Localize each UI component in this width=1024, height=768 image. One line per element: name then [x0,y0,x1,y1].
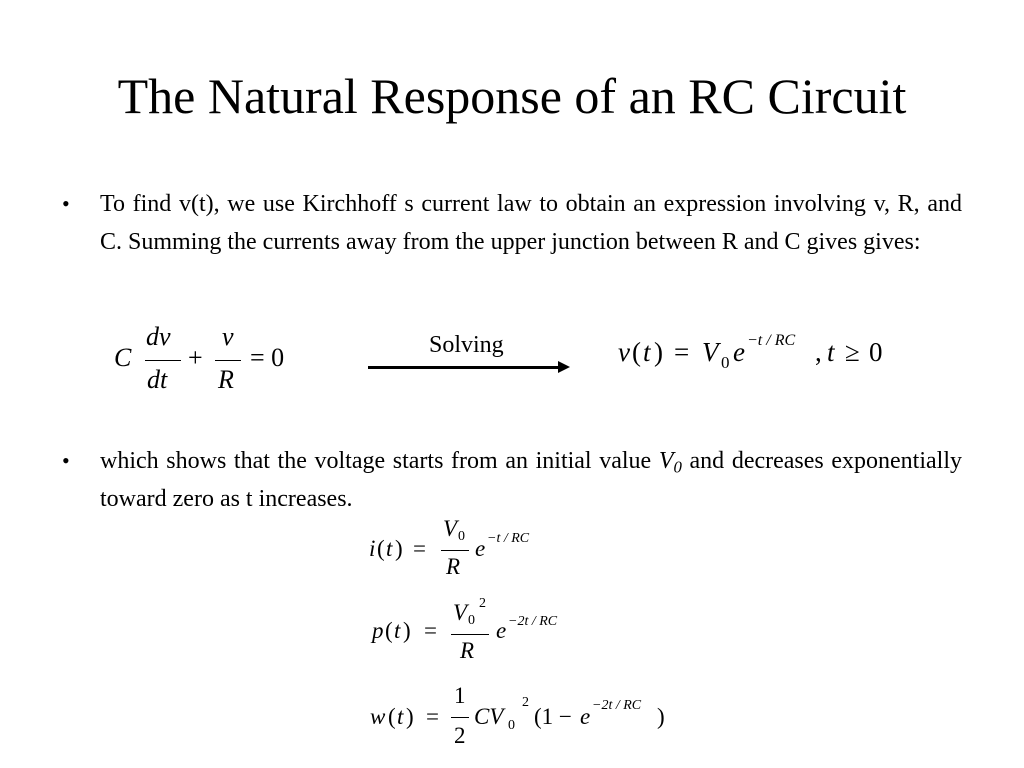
vt-V-sub: 0 [721,353,730,372]
vt-exponent: −t / RC [747,332,796,349]
vt-rparen: ) [654,337,663,367]
wt-rparen: ) [406,704,414,729]
pt-t: t [394,618,401,643]
it-lparen: ( [377,536,385,561]
wt-sub0: 0 [508,718,515,733]
it-exponent: −t / RC [487,531,530,546]
bullet-2-var-sub: 0 [673,457,682,477]
it-den: R [446,554,461,579]
slide-title: The Natural Response of an RC Circuit [117,68,907,124]
wt-paren-close: ) [657,704,665,729]
bullet-2-text-before: which shows that the voltage starts from an initial value [100,448,659,474]
kcl-v: v [222,322,234,351]
vt-ge: ≥ [845,337,860,367]
vt-comma: , [815,337,822,367]
vt-equation [618,332,908,385]
wt-lhs: w [370,704,386,729]
it-equals: = [413,536,426,561]
bullet-2-text-after: and decreases exponentially toward zero as t increases. [100,448,963,512]
kcl-c: C [114,343,132,372]
wt-lparen: ( [388,704,396,729]
solving-arrow-shaft [368,366,558,369]
pt-num-sup: 2 [479,596,486,611]
pt-exponent: −2t / RC [508,614,558,629]
solving-label: Solving [429,332,504,358]
bullet-2-text [100,442,962,518]
pt-lparen: ( [385,618,393,643]
kcl-fraction-bar-2 [215,360,241,361]
pt-num-sub: 0 [468,613,475,628]
vt-equals: = [674,337,690,367]
pt-rparen: ) [403,618,411,643]
kcl-dt: dt [147,365,168,394]
wt-e: e [580,704,591,729]
kcl-dv: dv [146,322,171,351]
bullet-2-var: V [658,448,674,474]
wt-fraction-bar [451,717,469,718]
kcl-eq-zero: = 0 [250,343,285,372]
pt-num-V: V [453,600,468,625]
vt-V: V [702,337,719,367]
it-num-V: V [443,516,458,541]
pt-equation [372,596,592,674]
wt-num: 1 [454,683,466,708]
wt-equals: = [426,704,439,729]
kcl-equation [112,320,312,410]
pt-e: e [496,618,507,643]
wt-CV: CV [474,704,504,729]
it-fraction-bar [441,550,469,551]
it-t: t [386,536,393,561]
vt-zero: 0 [869,337,883,367]
vt-t: t [643,337,651,367]
pt-fraction-bar [451,634,489,635]
pt-den: R [460,638,475,663]
vt-e: e [733,337,745,367]
wt-exponent: −2t / RC [592,698,642,713]
it-equation [369,518,569,590]
it-rparen: ) [395,536,403,561]
wt-den: 2 [454,723,466,748]
vt-t2: t [827,337,835,367]
wt-t: t [397,704,404,729]
vt-lparen: ( [632,337,641,367]
it-e: e [475,536,486,561]
pt-equals: = [424,618,437,643]
wt-sup2: 2 [522,695,529,710]
kcl-plus: + [188,343,203,372]
solving-arrow-icon [558,361,570,373]
vt-lhs: v [618,337,630,367]
it-lhs: i [369,536,376,561]
wt-equation [370,681,670,761]
bullet-marker: • [62,448,70,473]
pt-lhs: p [372,618,384,643]
kcl-fraction-bar-1 [145,360,181,361]
kcl-r: R [218,365,234,394]
it-num-sub: 0 [458,529,465,544]
bullet-1-text: To find v(t), we use Kirchhoff s current law to obtain an expression involving v, R, and C. Summing the currents away from the upper junction between R and C gives gives: [100,191,962,255]
bullet-marker: • [62,191,70,216]
wt-paren-open: (1 − [534,704,572,729]
